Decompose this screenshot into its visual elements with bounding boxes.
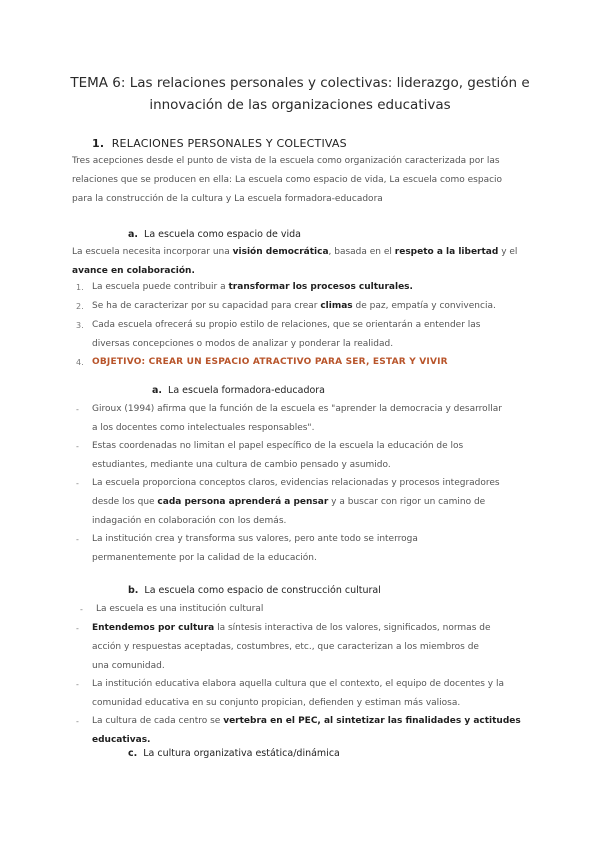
list-marker: - (76, 717, 79, 726)
list-item (76, 619, 526, 676)
subheading-label: La escuela como espacio de construcción cultural (144, 585, 381, 596)
list-item (76, 278, 526, 297)
list-item (76, 437, 526, 475)
list-marker: - (76, 535, 79, 544)
item-bold: vertebra en el PEC, al sintetizar las finalidades y actitudes (223, 716, 521, 726)
section-heading-1 (92, 137, 347, 150)
list-marker: 1. (76, 283, 84, 292)
item-line-1: Cada escuela ofrecerá su propio estilo de relaciones, que se orientarán a entender las (92, 320, 481, 330)
list-item (76, 316, 526, 354)
document-title (60, 72, 540, 116)
item-text: La cultura de cada centro se (92, 716, 224, 726)
subheading-letter: b. (128, 585, 139, 596)
title-line-1: TEMA 6: Las relaciones personales y colectivas: liderazgo, gestión e (70, 75, 530, 91)
intro-line-2: relaciones que se producen en ella: La escuela como espacio de vida, La escuela como espacio (72, 175, 503, 185)
item-text: de paz, empatía y convivencia. (352, 301, 496, 311)
section-label: RELACIONES PERSONALES Y COLECTIVAS (111, 137, 347, 150)
subheading-cultura-organizativa (128, 748, 340, 759)
intro-line-1: Tres acepciones desde el punto de vista de la escuela como organización caracterizada por las (72, 156, 500, 166)
vida-bold-2: respeto a la libertad (394, 247, 499, 257)
item-text: la síntesis interactiva de los valores, significados, normas de (214, 623, 491, 633)
subheading-letter: a. (128, 229, 139, 240)
item-line-2: estudiantes, mediante una cultura de cambio pensado y asumido. (92, 460, 391, 470)
subheading-espacio-vida (128, 229, 301, 240)
section-number: 1. (92, 137, 105, 150)
item-line-3: una comunidad. (92, 661, 165, 671)
item-text: La escuela puede contribuir a (92, 282, 229, 292)
item-line-2: permanentemente por la calidad de la educación. (92, 553, 317, 563)
item-line-1: Estas coordenadas no limitan el papel específico de la escuela la educación de los (92, 441, 464, 451)
list-item (76, 675, 526, 713)
item-text: desde los que (92, 497, 158, 507)
list-item (80, 600, 530, 619)
objetivo-text: OBJETIVO: CREAR UN ESPACIO ATRACTIVO PARA SER, ESTAR Y VIVIR (92, 357, 448, 367)
list-item (76, 712, 526, 750)
intro-line-3: para la construcción de la cultura y La escuela formadora-educadora (72, 194, 383, 204)
list-marker: - (76, 624, 79, 633)
list-marker: 2. (76, 302, 84, 311)
subheading-formadora (152, 385, 325, 396)
item-bold: transformar los procesos culturales. (228, 282, 413, 292)
item-bold: Entendemos por cultura (92, 623, 215, 633)
vida-bold-3: avance en colaboración. (72, 266, 195, 276)
item-bold: cada persona aprenderá a pensar (157, 497, 329, 507)
item-line-2: comunidad educativa en su conjunto propician, defienden y estiman más valiosa. (92, 698, 461, 708)
list-marker: - (80, 605, 83, 614)
item-line-1: La escuela proporciona conceptos claros, evidencias relacionadas y procesos integradores (92, 478, 500, 488)
subheading-construccion-cultural (128, 585, 381, 596)
intro-paragraph (72, 152, 522, 209)
list-marker: 3. (76, 321, 84, 330)
item-line-2: a los docentes como intelectuales responsables". (92, 423, 315, 433)
vida-text-3: y el (498, 247, 518, 257)
list-item (76, 400, 526, 438)
item-line-3: indagación en colaboración con los demás. (92, 516, 287, 526)
item-line-2: acción y respuestas aceptadas, costumbres, etc., que caracterizan a los miembros de (92, 642, 479, 652)
item-text: Se ha de caracterizar por su capacidad para crear (92, 301, 321, 311)
title-line-2: innovación de las organizaciones educativas (149, 97, 451, 113)
list-item-objetivo (76, 353, 526, 372)
list-item (76, 297, 526, 316)
item-bold: climas (320, 301, 353, 311)
subheading-label: La cultura organizativa estática/dinámica (143, 748, 340, 759)
subheading-letter: a. (152, 385, 163, 396)
item-line-1: La institución crea y transforma sus valores, pero ante todo se interroga (92, 534, 418, 544)
item-line-1: Giroux (1994) afirma que la función de la escuela es "aprender la democracia y desarrollar (92, 404, 502, 414)
vida-bold-1: visión democrática (232, 247, 329, 257)
subheading-letter: c. (128, 748, 138, 759)
vida-text-1: La escuela necesita incorporar una (72, 247, 233, 257)
item-text: y a buscar con rigor un camino de (328, 497, 486, 507)
item-text: La escuela es una institución cultural (96, 604, 264, 614)
list-item (76, 474, 526, 531)
list-marker: - (76, 479, 79, 488)
item-line-1: La institución educativa elabora aquella cultura que el contexto, el equipo de docentes y la (92, 679, 505, 689)
list-marker: - (76, 442, 79, 451)
vida-text-2: , basada en el (328, 247, 395, 257)
subheading-label: La escuela como espacio de vida (144, 229, 301, 240)
list-marker: - (76, 405, 79, 414)
list-marker: 4. (76, 358, 84, 367)
list-item (76, 530, 526, 568)
item-bold: educativas. (92, 735, 151, 745)
subheading-label: La escuela formadora-educadora (168, 385, 326, 396)
vida-paragraph (72, 243, 522, 281)
list-marker: - (76, 680, 79, 689)
item-line-2: diversas concepciones o modos de analizar y ponderar la realidad. (92, 339, 394, 349)
